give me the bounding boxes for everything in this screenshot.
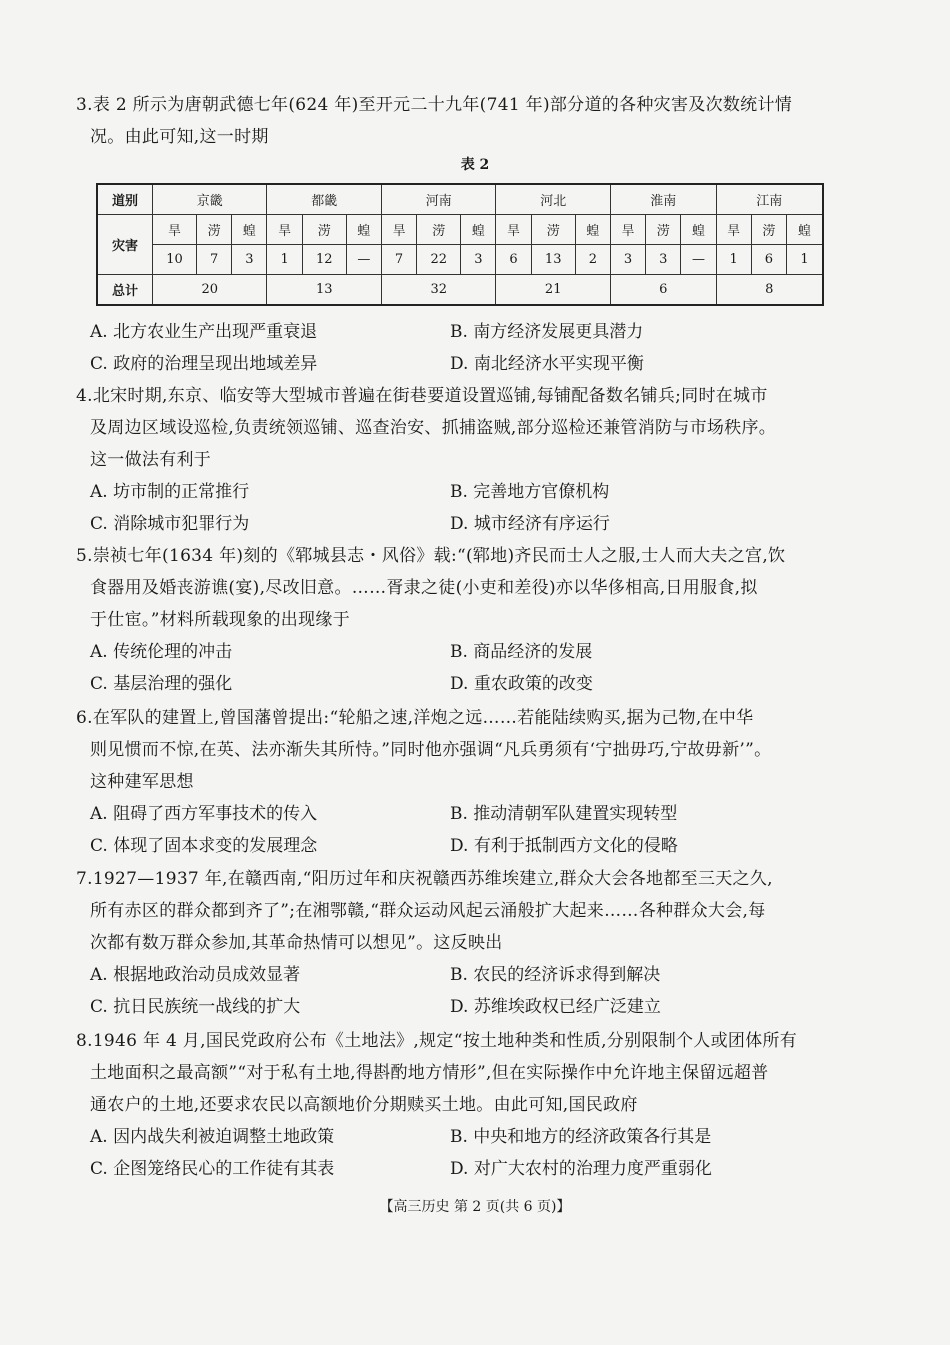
question-5 (76, 540, 811, 636)
question-8 (76, 1025, 811, 1121)
question-8-stem-line: 通农户的土地,还要求农民以高额地价分期赎买土地。由此可知,国民政府 (90, 1095, 638, 1115)
total-cell: 21 (496, 275, 610, 306)
table-caption: 表 2 (460, 157, 490, 173)
count-cell: 2 (575, 245, 610, 275)
type-cell: 蝗 (575, 215, 610, 245)
question-5-stem-line: 食器用及婚丧游谯(宴),尽改旧意。……胥隶之徒(小吏和差役)亦以华侈相高,日用服食,拟 (90, 578, 758, 598)
option-a[interactable]: A. 传统伦理的冲击 (90, 642, 233, 662)
option-b[interactable]: B. 中央和地方的经济政策各行其是 (450, 1127, 712, 1147)
type-cell: 涝 (197, 215, 232, 245)
question-5-stem-line: 5.崇祯七年(1634 年)刻的《郓城县志・风俗》载:“(郓地)齐民而士人之服,士人而大夫之宫,饮 (76, 546, 786, 566)
option-c[interactable]: C. 体现了固本求变的发展理念 (90, 836, 318, 856)
type-cell: 旱 (610, 215, 645, 245)
total-cell: 20 (153, 275, 267, 306)
question-6-stem-line: 则见惯而不惊,在英、法亦渐失其所恃。”同时他亦强调“凡兵勇须有‘宁拙毋巧,宁故毋新’”。 (90, 740, 772, 760)
question-7 (76, 863, 811, 959)
count-cell: 10 (153, 245, 197, 275)
type-cell: 蝗 (346, 215, 381, 245)
type-cell: 旱 (267, 215, 302, 245)
question-6 (76, 702, 811, 798)
option-a[interactable]: A. 根据地政治动员成效显著 (90, 965, 301, 985)
route-name-cell: 都畿 (267, 184, 381, 215)
question-4-stem-line: 这一做法有利于 (90, 450, 212, 470)
count-cell: 3 (610, 245, 645, 275)
option-a[interactable]: A. 阻碍了西方军事技术的传入 (90, 804, 318, 824)
route-name-cell: 京畿 (153, 184, 267, 215)
count-cell: 1 (716, 245, 751, 275)
disaster-header-cell: 灾害 (97, 215, 153, 275)
type-cell: 涝 (531, 215, 575, 245)
question-8-stem-line: 土地面积之最高额”“对于私有土地,得斟酌地方情形”,但在实际操作中允许地主保留远超普 (90, 1063, 769, 1083)
option-c[interactable]: C. 消除城市犯罪行为 (90, 514, 250, 534)
count-cell: 6 (496, 245, 531, 275)
disaster-type-row (97, 215, 823, 245)
option-d[interactable]: D. 苏维埃政权已经广泛建立 (450, 997, 661, 1017)
question-3 (76, 89, 811, 153)
type-cell: 涝 (302, 215, 346, 245)
option-c[interactable]: C. 政府的治理呈现出地域差异 (90, 354, 318, 374)
question-3-stem-line: 3.表 2 所示为唐朝武德七年(624 年)至开元二十九年(741 年)部分道的各种灾害及次数统计情 (76, 95, 793, 115)
route-name-cell: 河南 (381, 184, 495, 215)
route-header-cell: 道别 (97, 184, 153, 215)
question-6-options (90, 798, 810, 862)
question-4 (76, 380, 811, 476)
question-7-stem-line: 7.1927—1937 年,在赣西南,“阳历过年和庆祝赣西苏维埃建立,群众大会各地都至三天之久, (76, 869, 773, 889)
disaster-count-row (97, 245, 823, 275)
option-c[interactable]: C. 企图笼络民心的工作徒有其表 (90, 1159, 335, 1179)
option-d[interactable]: D. 对广大农村的治理力度严重弱化 (450, 1159, 712, 1179)
type-cell: 涝 (646, 215, 681, 245)
option-d[interactable]: D. 重农政策的改变 (450, 674, 593, 694)
question-8-stem-line: 8.1946 年 4 月,国民党政府公布《土地法》,规定“按土地种类和性质,分别限制个人或团体所有 (76, 1031, 798, 1051)
option-c[interactable]: C. 基层治理的强化 (90, 674, 233, 694)
route-name-cell: 江南 (716, 184, 823, 215)
question-5-stem-line: 于仕宦。”材料所载现象的出现缘于 (90, 610, 350, 630)
question-3-stem-line: 况。由此可知,这一时期 (90, 127, 269, 147)
option-d[interactable]: D. 南北经济水平实现平衡 (450, 354, 644, 374)
count-cell: 3 (232, 245, 267, 275)
count-cell: 3 (646, 245, 681, 275)
count-cell: — (681, 245, 716, 275)
page-footer: 【高三历史 第 2 页(共 6 页)】 (379, 1199, 571, 1215)
question-8-options (90, 1121, 810, 1185)
option-b[interactable]: B. 商品经济的发展 (450, 642, 593, 662)
option-b[interactable]: B. 推动清朝军队建置实现转型 (450, 804, 678, 824)
option-a[interactable]: A. 因内战失利被迫调整土地政策 (90, 1127, 335, 1147)
count-cell: 3 (461, 245, 496, 275)
disaster-statistics-table (96, 183, 824, 306)
total-row (97, 275, 823, 306)
count-cell: 1 (786, 245, 823, 275)
type-cell: 旱 (153, 215, 197, 245)
type-cell: 旱 (716, 215, 751, 245)
option-a[interactable]: A. 北方农业生产出现严重衰退 (90, 322, 318, 342)
option-a[interactable]: A. 坊市制的正常推行 (90, 482, 250, 502)
type-cell: 涝 (751, 215, 786, 245)
question-7-stem-line: 所有赤区的群众都到齐了”;在湘鄂赣,“群众运动风起云涌般扩大起来……各种群众大会,每 (90, 901, 766, 921)
type-cell: 涝 (417, 215, 461, 245)
count-cell: 6 (751, 245, 786, 275)
type-cell: 蝗 (232, 215, 267, 245)
table-header-row (97, 184, 823, 215)
type-cell: 旱 (381, 215, 416, 245)
option-d[interactable]: D. 城市经济有序运行 (450, 514, 610, 534)
question-5-options (90, 636, 810, 700)
count-cell: 22 (417, 245, 461, 275)
question-7-options (90, 959, 810, 1023)
option-c[interactable]: C. 抗日民族统一战线的扩大 (90, 997, 301, 1017)
option-b[interactable]: B. 南方经济发展更具潜力 (450, 322, 644, 342)
total-cell: 8 (716, 275, 823, 306)
option-b[interactable]: B. 农民的经济诉求得到解决 (450, 965, 661, 985)
question-4-options (90, 476, 810, 540)
route-name-cell: 淮南 (610, 184, 716, 215)
question-4-stem-line: 4.北宋时期,东京、临安等大型城市普遍在街巷要道设置巡铺,每铺配备数名铺兵;同时在城市 (76, 386, 768, 406)
type-cell: 蝗 (461, 215, 496, 245)
type-cell: 蝗 (786, 215, 823, 245)
question-7-stem-line: 次都有数万群众参加,其革命热情可以想见”。这反映出 (90, 933, 503, 953)
count-cell: 13 (531, 245, 575, 275)
count-cell: 12 (302, 245, 346, 275)
count-cell: 1 (267, 245, 302, 275)
question-6-stem-line: 这种建军思想 (90, 772, 194, 792)
count-cell: 7 (381, 245, 416, 275)
type-cell: 旱 (496, 215, 531, 245)
option-d[interactable]: D. 有利于抵制西方文化的侵略 (450, 836, 678, 856)
total-cell: 32 (381, 275, 495, 306)
count-cell: 7 (197, 245, 232, 275)
total-cell: 6 (610, 275, 716, 306)
option-b[interactable]: B. 完善地方官僚机构 (450, 482, 610, 502)
type-cell: 蝗 (681, 215, 716, 245)
question-4-stem-line: 及周边区域设巡检,负责统领巡铺、巡查治安、抓捕盗贼,部分巡检还兼管消防与市场秩序。 (90, 418, 777, 438)
route-name-cell: 河北 (496, 184, 610, 215)
question-3-options (90, 316, 810, 380)
total-header-cell: 总计 (97, 275, 153, 306)
question-6-stem-line: 6.在军队的建置上,曾国藩曾提出:“轮船之速,洋炮之远……若能陆续购买,据为己物,在中华 (76, 708, 754, 728)
total-cell: 13 (267, 275, 381, 306)
count-cell: — (346, 245, 381, 275)
